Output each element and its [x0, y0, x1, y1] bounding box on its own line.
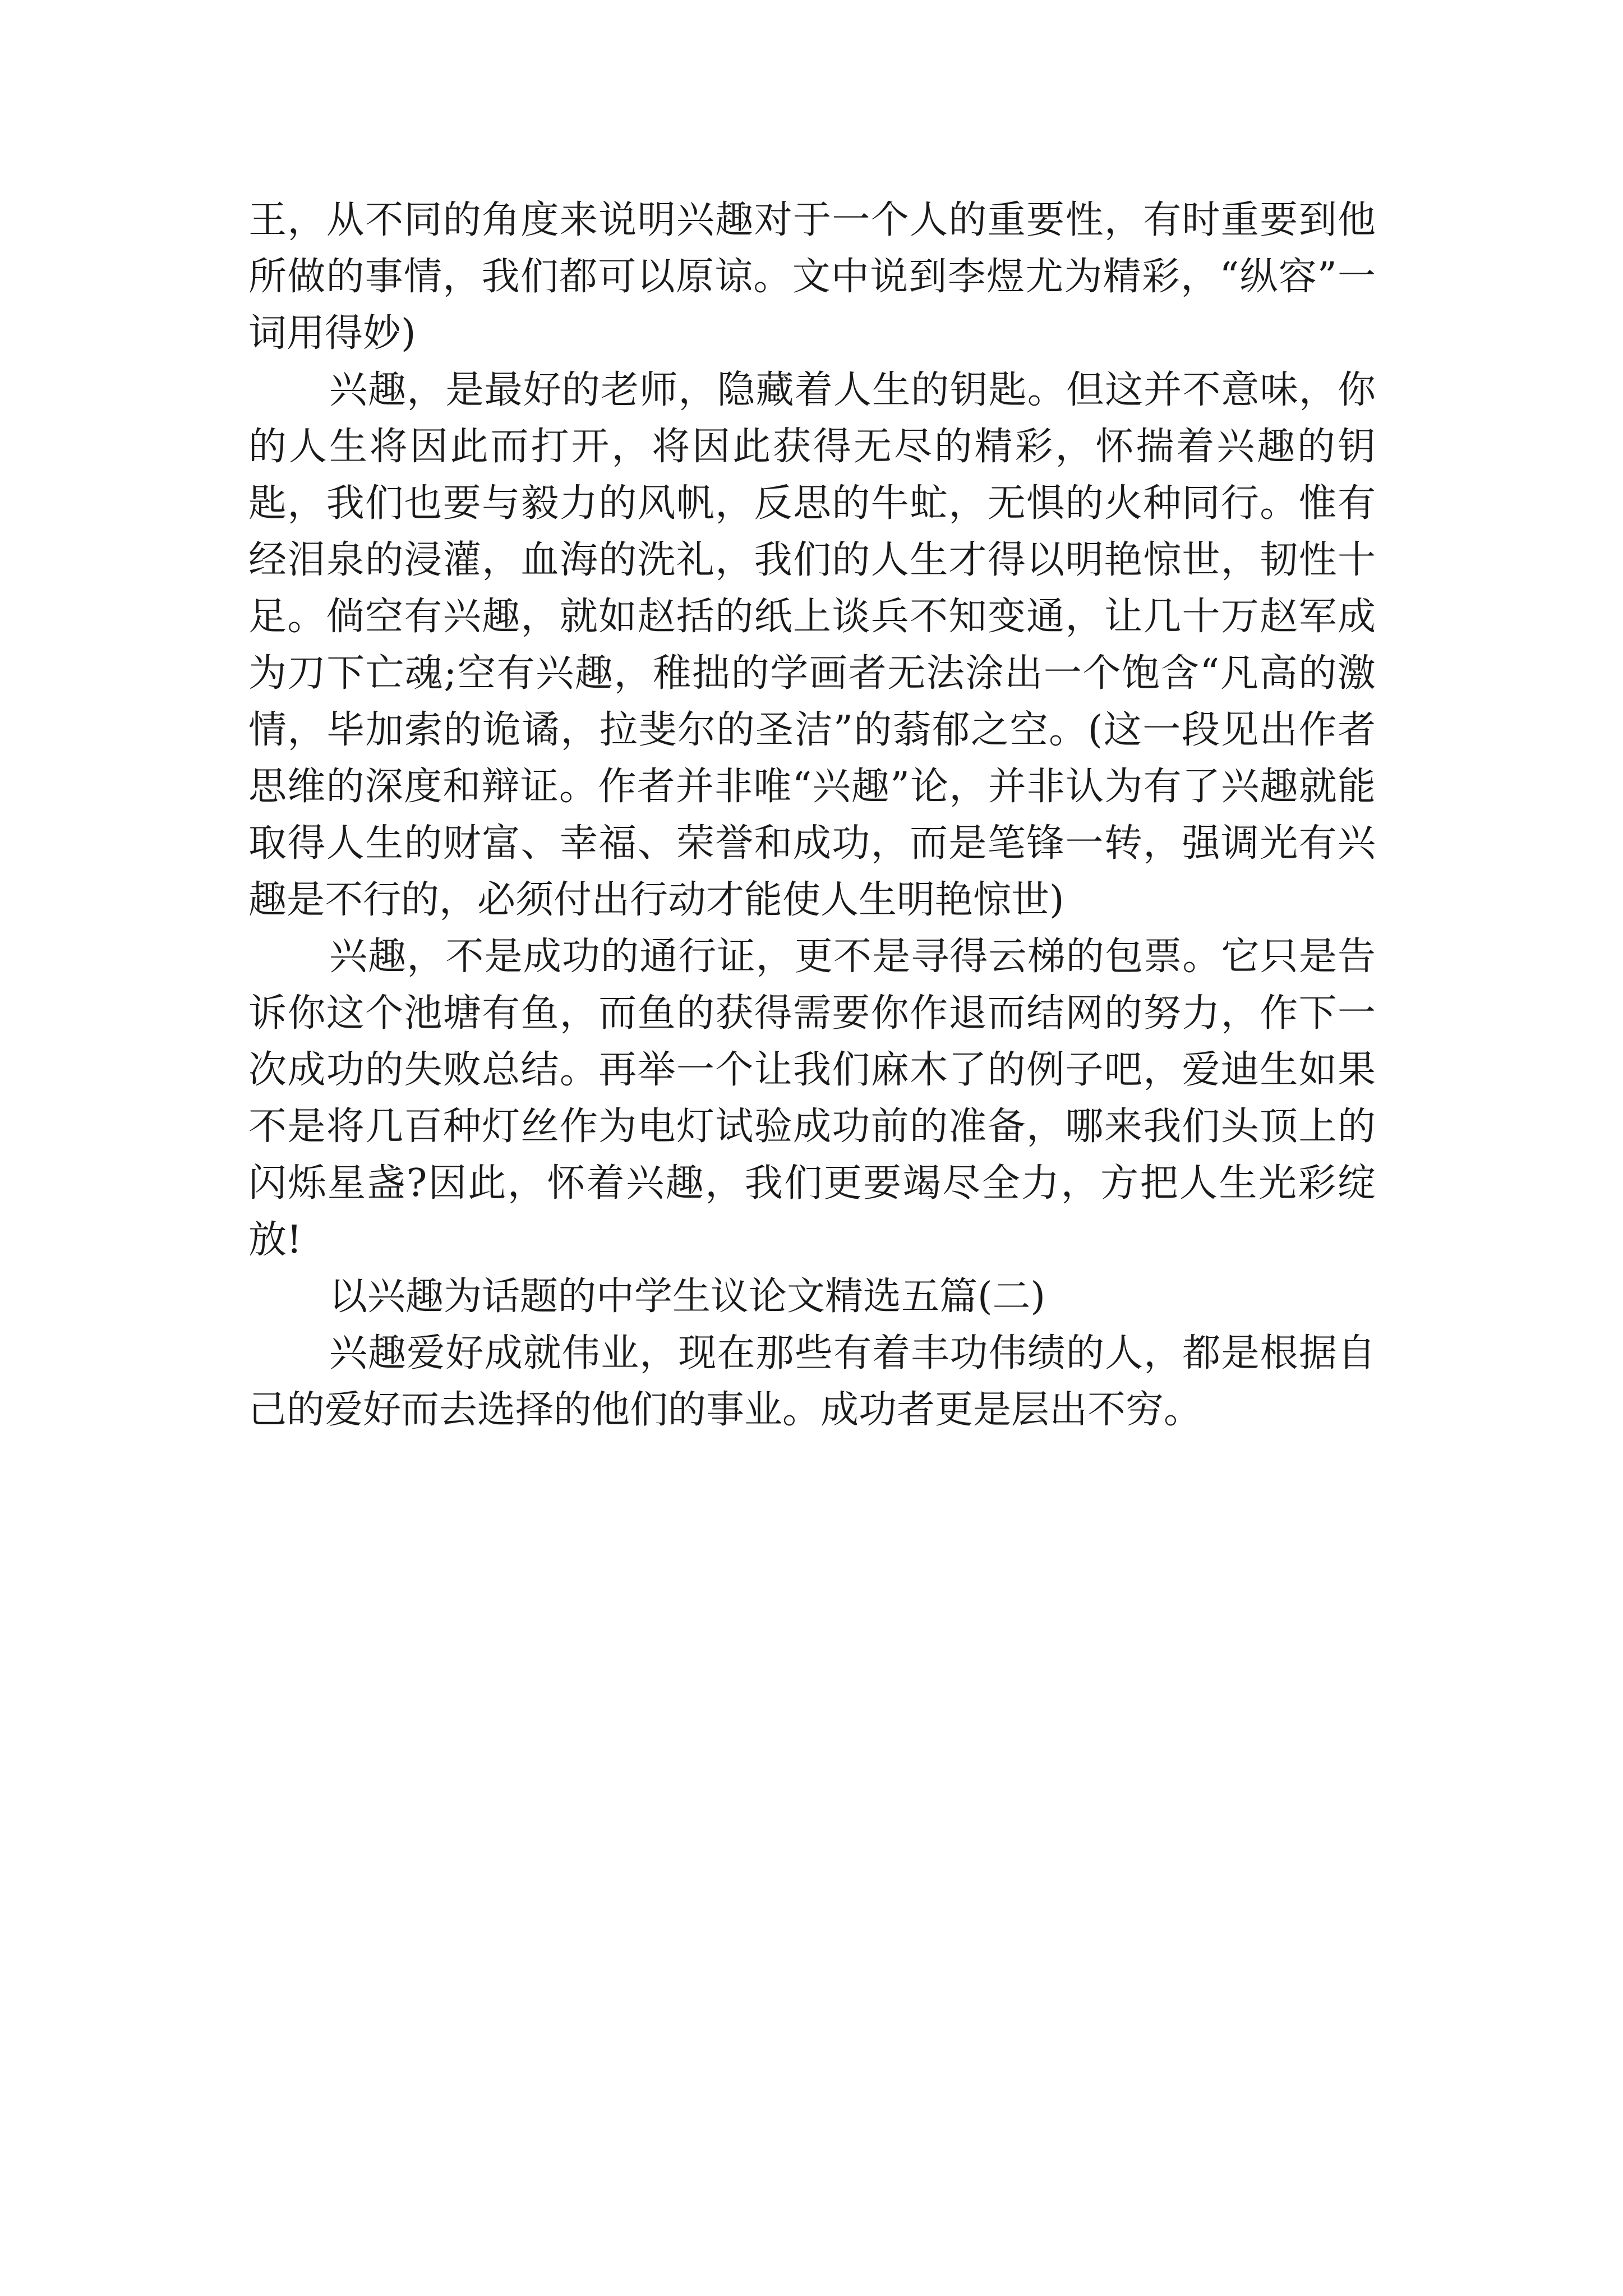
paragraph-hobbies-achievement: 兴趣爱好成就伟业，现在那些有着丰功伟绩的人，都是根据自己的爱好而去选择的他们的事业。成功者更是层出不穷。 [248, 1331, 1376, 1432]
section-heading: 以兴趣为话题的中学生议论文精选五篇(二) [329, 1274, 1046, 1319]
document-body [248, 192, 1376, 1438]
paragraph-interest-is-teacher: 兴趣，是最好的老师，隐藏着人生的钥匙。但这并不意味，你的人生将因此而打开，将因此获得无尽的精彩，怀揣着兴趣的钥匙，我们也要与毅力的风帆，反思的牛虻，无惧的火种同行。惟有经泪泉的浸灌，血海的洗礼，我们的人生才得以明艳惊世，韧性十足。倘空有兴趣，就如赵括的纸上谈兵不知变通，让几十万赵军成为刀下亡魂;空有兴趣，稚拙的学画者无法涂出一个饱含“凡高的激情，毕加索的诡谲，拉斐尔的圣洁”的蓊郁之空。(这一段见出作者思维的深度和辩证。作者并非唯“兴趣”论，并非认为有了兴趣就能取得人生的财富、幸福、荣誉和成功，而是笔锋一转，强调光有兴趣是不行的，必须付出行动才能使人生明艳惊世) [248, 368, 1376, 922]
paragraph-interest-not-passport: 兴趣，不是成功的通行证，更不是寻得云梯的包票。它只是告诉你这个池塘有鱼，而鱼的获得需要你作退而结网的努力，作下一次成功的失败总结。再举一个让我们麻木了的例子吧，爱迪生如果不是将几百种灯丝作为电灯试验成功前的准备，哪来我们头顶上的闪烁星盏?因此，怀着兴趣，我们更要竭尽全力，方把人生光彩绽放! [248, 935, 1376, 1262]
paragraph-intro-continuation: 王，从不同的角度来说明兴趣对于一个人的重要性，有时重要到他所做的事情，我们都可以原谅。文中说到李煜尤为精彩，“纵容”一词用得妙) [248, 198, 1376, 356]
